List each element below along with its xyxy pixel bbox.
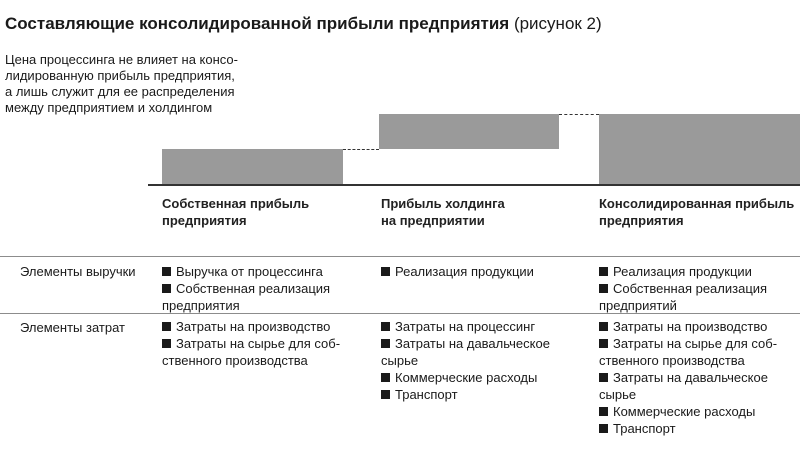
list-item [599,318,777,335]
list-item [162,280,330,297]
bullet-square-icon [599,322,608,331]
bullet-square-icon [162,322,171,331]
figure-title [5,14,602,34]
heading-line: Прибыль холдинга [381,196,505,211]
item-line: Реализация продукции [613,264,752,279]
item-line: сырье [599,387,637,402]
item-line: ственного производства [162,353,308,368]
heading-line: на предприятии [381,213,485,228]
bullet-square-icon [599,407,608,416]
item-line: Затраты на сырье для соб- [613,336,778,351]
note-line: лидированную прибыль предприятия, [5,68,235,83]
figure-title-suffix: (рисунок 2) [509,14,602,33]
table-divider [0,256,800,257]
connector-dashes-1 [343,149,379,150]
list-item [599,369,777,386]
list-item [381,369,550,386]
heading-line: Собственная прибыль [162,196,310,211]
bullet-square-icon [381,339,390,348]
revenue-list-own [162,263,330,314]
column-heading-holding-profit [381,195,505,229]
item-line: Транспорт [395,387,458,402]
item-line: Выручка от процессинга [176,264,323,279]
diagram-baseline [148,184,800,186]
bullet-square-icon [599,284,608,293]
note-line: между предприятием и холдингом [5,100,213,115]
heading-line: предприятия [599,213,684,228]
costs-list-consolidated [599,318,777,437]
row-label-costs: Элементы затрат [20,320,125,335]
list-item [599,335,777,352]
list-item [599,263,767,280]
item-line: Коммерческие расходы [395,370,538,385]
bullet-square-icon [162,284,171,293]
item-line: Затраты на давальческое [613,370,768,385]
list-item [599,420,777,437]
bullet-square-icon [381,373,390,382]
bullet-square-icon [381,322,390,331]
bullet-square-icon [599,267,608,276]
list-item [381,335,550,352]
bullet-square-icon [381,267,390,276]
item-line: предприятия [162,298,240,313]
item-line: Собственная реализация [613,281,768,296]
item-line: Затраты на процессинг [395,319,536,334]
figure-title-main: Составляющие консолидированной прибыли предприятия [5,14,510,33]
bullet-square-icon [599,339,608,348]
bullet-square-icon [381,390,390,399]
revenue-list-consolidated [599,263,767,314]
item-line: Затраты на сырье для соб- [176,336,341,351]
list-item [162,318,340,335]
column-heading-own-profit [162,195,309,229]
bar-own-profit [162,149,343,185]
bullet-square-icon [162,339,171,348]
item-line: Реализация продукции [395,264,534,279]
list-item [599,280,767,297]
list-item [162,263,330,280]
list-item [381,386,550,403]
item-line: сырье [381,353,419,368]
connector-dashes-2 [559,114,599,115]
costs-list-own [162,318,340,369]
bar-consolidated-profit [599,114,800,185]
item-line: Собственная реализация [176,281,331,296]
bullet-square-icon [599,373,608,382]
note-line: Цена процессинга не влияет на консо- [5,52,238,67]
bar-holding-profit [379,114,559,149]
item-line: Транспорт [613,421,676,436]
list-item [381,263,534,280]
list-item [381,318,550,335]
bullet-square-icon [162,267,171,276]
column-heading-consolidated-profit [599,195,794,229]
row-label-revenue: Элементы выручки [20,264,136,279]
explanatory-note [5,52,265,116]
revenue-list-holding [381,263,534,280]
item-line: Затраты на производство [613,319,768,334]
costs-list-holding [381,318,550,403]
item-line: предприятий [599,298,677,313]
note-line: а лишь служит для ее распределения [5,84,235,99]
list-item [162,335,340,352]
heading-line: Консолидированная прибыль [599,196,795,211]
item-line: Затраты на давальческое [395,336,550,351]
item-line: Коммерческие расходы [613,404,756,419]
item-line: ственного производства [599,353,745,368]
bullet-square-icon [599,424,608,433]
heading-line: предприятия [162,213,247,228]
list-item [599,403,777,420]
item-line: Затраты на производство [176,319,331,334]
